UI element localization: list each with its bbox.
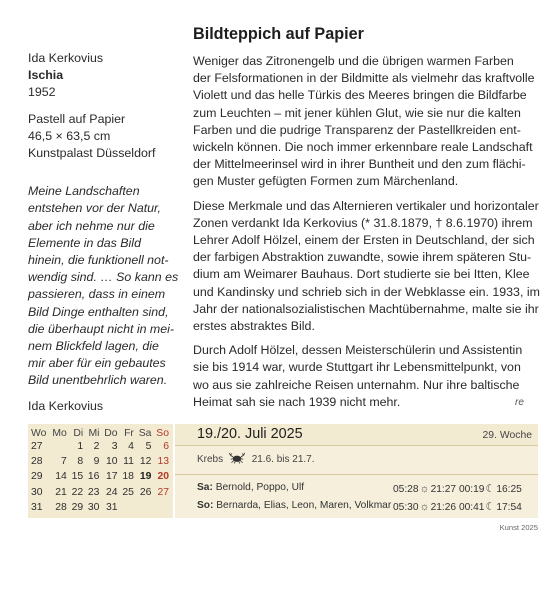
calendar-day <box>122 500 138 515</box>
artwork-size: 46,5 × 63,5 cm <box>28 128 111 143</box>
calendar-day: 25 <box>122 486 134 498</box>
calendar-day: 30 <box>87 501 100 513</box>
calendar-day: 28 <box>55 501 67 513</box>
calendar-week-number: 30 <box>31 486 43 498</box>
sunday-times <box>393 500 522 513</box>
text-line: zum Leuchten – mit jener kühlen Glut, wie sie nur die kalten <box>193 105 521 120</box>
moonset-time: 17:54 <box>496 502 522 513</box>
artist-name: Ida Kerkovius <box>28 51 104 65</box>
calendar-day: 8 <box>77 456 84 468</box>
article-body <box>193 53 540 411</box>
calendar-week-row <box>28 439 173 454</box>
month-calendar <box>28 424 173 518</box>
calendar-day: 20 <box>157 471 169 483</box>
calendar-day: 13 <box>157 456 169 468</box>
text-line: wo aus sie zahlreiche Reisen unternahm. Nur ihre baltische <box>193 377 520 392</box>
text-line: der Felsformationen in der Bildmitte als vielmehr das kraftvolle <box>193 71 535 86</box>
sunday-label: So: <box>197 500 214 511</box>
text-line: der farbigen Abstraktion zuwandte, sowie ihrem späteren Stu- <box>193 250 532 265</box>
text-line: Farben und die pudrige Transparenz der Pastellkreiden ent- <box>193 122 521 137</box>
calendar-day: 29 <box>71 501 84 513</box>
artwork-medium: Pastell auf Papier <box>28 111 126 126</box>
calendar-day: 5 <box>145 441 152 453</box>
calendar-header: Mo <box>52 427 67 439</box>
text-line: Violett und das helle Türkis des Meeres bringen die Bildfarbe <box>193 88 527 103</box>
calendar-day: 19 <box>139 471 152 483</box>
calendar-day: 21 <box>55 486 67 498</box>
calendar-week-row <box>28 469 173 484</box>
calendar-day <box>51 439 70 454</box>
text-line: der Mittelmeerinsel wird in ihrer Buntheit und den zum flächi- <box>193 157 526 172</box>
zodiac-range: 21.6. bis 21.7. <box>251 454 315 465</box>
quote-line: mir aber für ein gebautes <box>28 356 166 371</box>
article <box>193 24 540 418</box>
text-line-content: Heimat sah sie nach 1939 nicht mehr. <box>193 394 401 409</box>
text-line: Diese Merkmale und das Alternieren vertikaler und horizontaler <box>193 198 539 213</box>
calendar-week-row <box>28 454 173 469</box>
quote-line: wendig sind. … So kann es <box>28 270 179 285</box>
moonrise-time: 00:19 <box>458 484 485 495</box>
calendar-header-row <box>28 424 173 439</box>
text-line: Zonen verdankt Ida Kerkovius (* 31.8.1879, † 8.6.1970) ihrem <box>193 215 533 230</box>
artist-quote <box>28 183 178 389</box>
sunday-namedays <box>197 500 391 511</box>
text-line: gen Muster gefügten Formen zum Märchenland. <box>193 174 459 189</box>
moonrise-time: 00:41 <box>458 502 485 513</box>
saturday-namedays <box>197 482 304 493</box>
calendar-day: 9 <box>93 456 100 468</box>
text-line: sie bis 1914 war, wurde Stuttgart ihr Lebensmittelpunkt, von <box>193 360 521 375</box>
cancer-zodiac-icon <box>228 452 246 464</box>
calendar-day: 16 <box>87 471 100 483</box>
calendar-header: Di <box>73 427 84 439</box>
quote-line: Bild unentbehrlich waren. <box>28 373 168 388</box>
sunrise-time: 05:30 <box>393 502 419 513</box>
artwork-museum: Kunstpalast Düsseldorf <box>28 146 156 161</box>
article-paragraph-2 <box>193 198 540 336</box>
calendar-day: 24 <box>106 486 118 498</box>
artwork-caption <box>28 50 178 102</box>
calendar-day: 6 <box>163 441 169 453</box>
saturday-label: Sa: <box>197 482 213 493</box>
article-paragraph-1 <box>193 53 537 191</box>
calendar-day: 23 <box>87 486 100 498</box>
calendar-day <box>138 500 156 515</box>
calendar-day: 18 <box>122 471 134 483</box>
calendar-day: 14 <box>55 471 67 483</box>
moonset-time: 16:25 <box>496 484 522 495</box>
sun-icon: ☼ <box>419 483 430 495</box>
quote-line: die überhaupt nicht in mei- <box>28 321 175 336</box>
calendar-table <box>28 424 173 515</box>
quote-author: Ida Kerkovius <box>28 398 104 413</box>
calendar-header: Do <box>104 427 118 439</box>
moon-icon: ☾ <box>485 501 496 513</box>
calendar-week-row <box>28 500 173 515</box>
artwork-details <box>28 111 178 163</box>
calendar-week-number: 28 <box>31 456 43 468</box>
calendar-day: 26 <box>139 486 152 498</box>
quote-line: nem Blickfeld lagen, die <box>28 339 159 354</box>
quote-line: Meine Landschaften <box>28 184 140 199</box>
sunset-time: 21:27 <box>430 484 457 495</box>
text-line: erstes abstraktes Bild. <box>193 319 315 334</box>
day-header <box>175 424 538 446</box>
article-paragraph-3 <box>193 342 537 411</box>
calendar-day <box>155 500 173 515</box>
divider <box>175 474 538 475</box>
calendar-week-number: 29 <box>31 471 43 483</box>
calendar-day: 12 <box>139 456 152 468</box>
calendar-day: 1 <box>77 441 84 453</box>
calendar-header: Fr <box>124 427 134 439</box>
author-initials: re <box>515 396 524 408</box>
calendar-day: 10 <box>106 456 118 468</box>
sunset-time: 21:26 <box>430 502 457 513</box>
text-line: Lehrer Adolf Hölzel, einem der Ersten in Deutschland, der sich <box>193 233 535 248</box>
calendar-day: 4 <box>128 441 134 453</box>
text-line: und Kandinsky und schrieb sich in der Webklasse ein. 1933, im <box>193 284 540 299</box>
moon-icon: ☾ <box>485 483 496 495</box>
calendar-week-number: 27 <box>31 441 43 453</box>
sun-icon: ☼ <box>419 501 430 513</box>
quote-line: hinein, die funktionell not- <box>28 253 169 268</box>
artwork-info <box>28 50 178 415</box>
footer-label: Kunst 2025 <box>499 523 538 532</box>
quote-line: aber ich nehme nur die <box>28 218 155 233</box>
zodiac-name: Krebs <box>197 454 224 465</box>
calendar-day: 7 <box>61 456 67 468</box>
calendar-header-sunday: So <box>156 427 169 439</box>
calendar-day: 17 <box>106 471 118 483</box>
text-line: dium am Weimarer Bauhaus. Dort studierte sie bei Itten, Klee <box>193 267 530 282</box>
calendar-week-number: 31 <box>31 501 43 513</box>
calendar-day: 31 <box>106 501 118 513</box>
text-line: Weniger das Zitronengelb und die übrigen warmen Farben <box>193 54 514 68</box>
calendar-header: Sa <box>138 427 152 439</box>
calendar-day: 27 <box>157 486 169 498</box>
saturday-names: Bernold, Poppo, Ulf <box>215 482 305 493</box>
text-line: Jahr der nationalsozialistischen Machtübernahme, malte sie ihr <box>193 301 539 316</box>
calendar-header: Mi <box>88 427 100 439</box>
calendar-week-row <box>28 485 173 500</box>
artwork-year: 1952 <box>28 85 56 100</box>
saturday-times <box>393 482 522 495</box>
text-line <box>193 394 537 411</box>
day-panel <box>175 424 538 518</box>
calendar-day: 3 <box>111 441 118 453</box>
week-number: 29. Woche <box>482 430 532 441</box>
text-line: Durch Adolf Hölzel, dessen Meisterschülerin und Assistentin <box>193 343 523 358</box>
quote-line: passieren, dass in einem <box>28 287 166 302</box>
calendar-day: 22 <box>71 486 84 498</box>
calendar-day: 2 <box>93 441 100 453</box>
quote-line: Bild Dinge enthalten sind, <box>28 304 169 319</box>
text-line: wickeln können. Die noch immer erkennbare reale Landschaft <box>193 140 533 155</box>
calendar-body <box>28 439 173 515</box>
article-heading: Bildteppich auf Papier <box>193 25 364 43</box>
sunrise-time: 05:28 <box>393 484 419 495</box>
calendar-header: Wo <box>31 427 47 439</box>
calendar-day: 15 <box>71 471 84 483</box>
quote-line: Elemente in das Bild <box>28 235 141 250</box>
quote-line: entstehen vor der Natur, <box>28 201 161 216</box>
day-date: 19./20. Juli 2025 <box>197 426 303 442</box>
artwork-title: Ischia <box>28 68 64 83</box>
sunday-names: Bernarda, Elias, Leon, Maren, Volkmar <box>216 500 392 511</box>
calendar-day: 11 <box>123 456 134 468</box>
zodiac-info <box>197 452 315 465</box>
